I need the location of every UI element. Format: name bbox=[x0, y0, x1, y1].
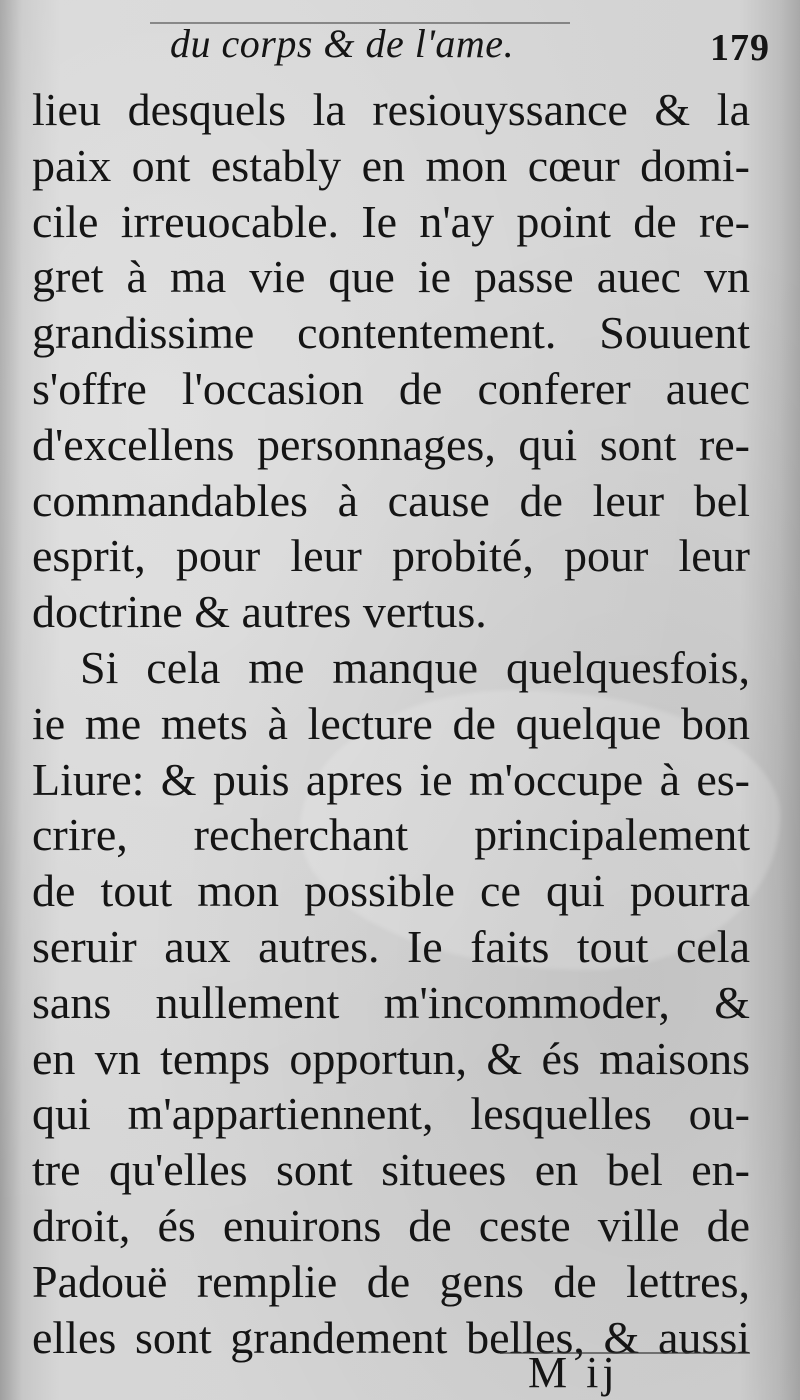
text-line: s'offre l'occasion de conferer auec bbox=[32, 362, 750, 414]
text-line: tre qu'elles sont situees en bel en- bbox=[32, 1144, 750, 1196]
text-line: Padouë remplie de gens de lettres, bbox=[32, 1255, 750, 1307]
text-line: crire, recherchant principalement bbox=[32, 809, 750, 861]
text-line: cile irreuocable. Ie n'ay point de re- bbox=[32, 195, 750, 247]
text-line: d'excellens personnages, qui sont re- bbox=[32, 418, 750, 470]
text-line: gret à ma vie que ie passe auec vn bbox=[32, 251, 750, 303]
text-line: qui m'appartiennent, lesquelles ou- bbox=[32, 1088, 750, 1140]
text-line: ie me mets à lecture de quelque bon bbox=[32, 697, 750, 749]
text-line: en vn temps opportun, & és maisons bbox=[32, 1032, 750, 1084]
text-line: droit, és enuirons de ceste ville de bbox=[32, 1199, 750, 1251]
text-line: esprit, pour leur probité, pour leur bbox=[32, 530, 750, 582]
text-line: lieu desquels la resiouyssance & la bbox=[32, 84, 750, 135]
text-line: Liure: & puis apres ie m'occupe à es- bbox=[32, 753, 750, 805]
text-line: sans nullement m'incommoder, & bbox=[32, 976, 750, 1028]
text-line: seruir aux autres. Ie faits tout cela bbox=[32, 920, 750, 972]
page-number: 179 bbox=[710, 27, 770, 69]
text-line: paix ont estably en mon cœur domi- bbox=[32, 139, 750, 191]
text-line: Si cela me manque quelquesfois, bbox=[80, 641, 750, 693]
text-line: grandissime contentement. Souuent bbox=[32, 307, 750, 359]
signature-mark: M ij bbox=[528, 1348, 619, 1397]
body-text bbox=[32, 82, 750, 1365]
text-line: de tout mon possible ce qui pourra bbox=[32, 865, 750, 917]
text-line: doctrine & autres vertus. bbox=[32, 586, 487, 638]
running-head: du corps & de l'ame. bbox=[170, 21, 515, 66]
text-line: elles sont grandement belles, & aussi bbox=[32, 1311, 750, 1363]
text-line: commandables à cause de leur bel bbox=[32, 474, 750, 526]
